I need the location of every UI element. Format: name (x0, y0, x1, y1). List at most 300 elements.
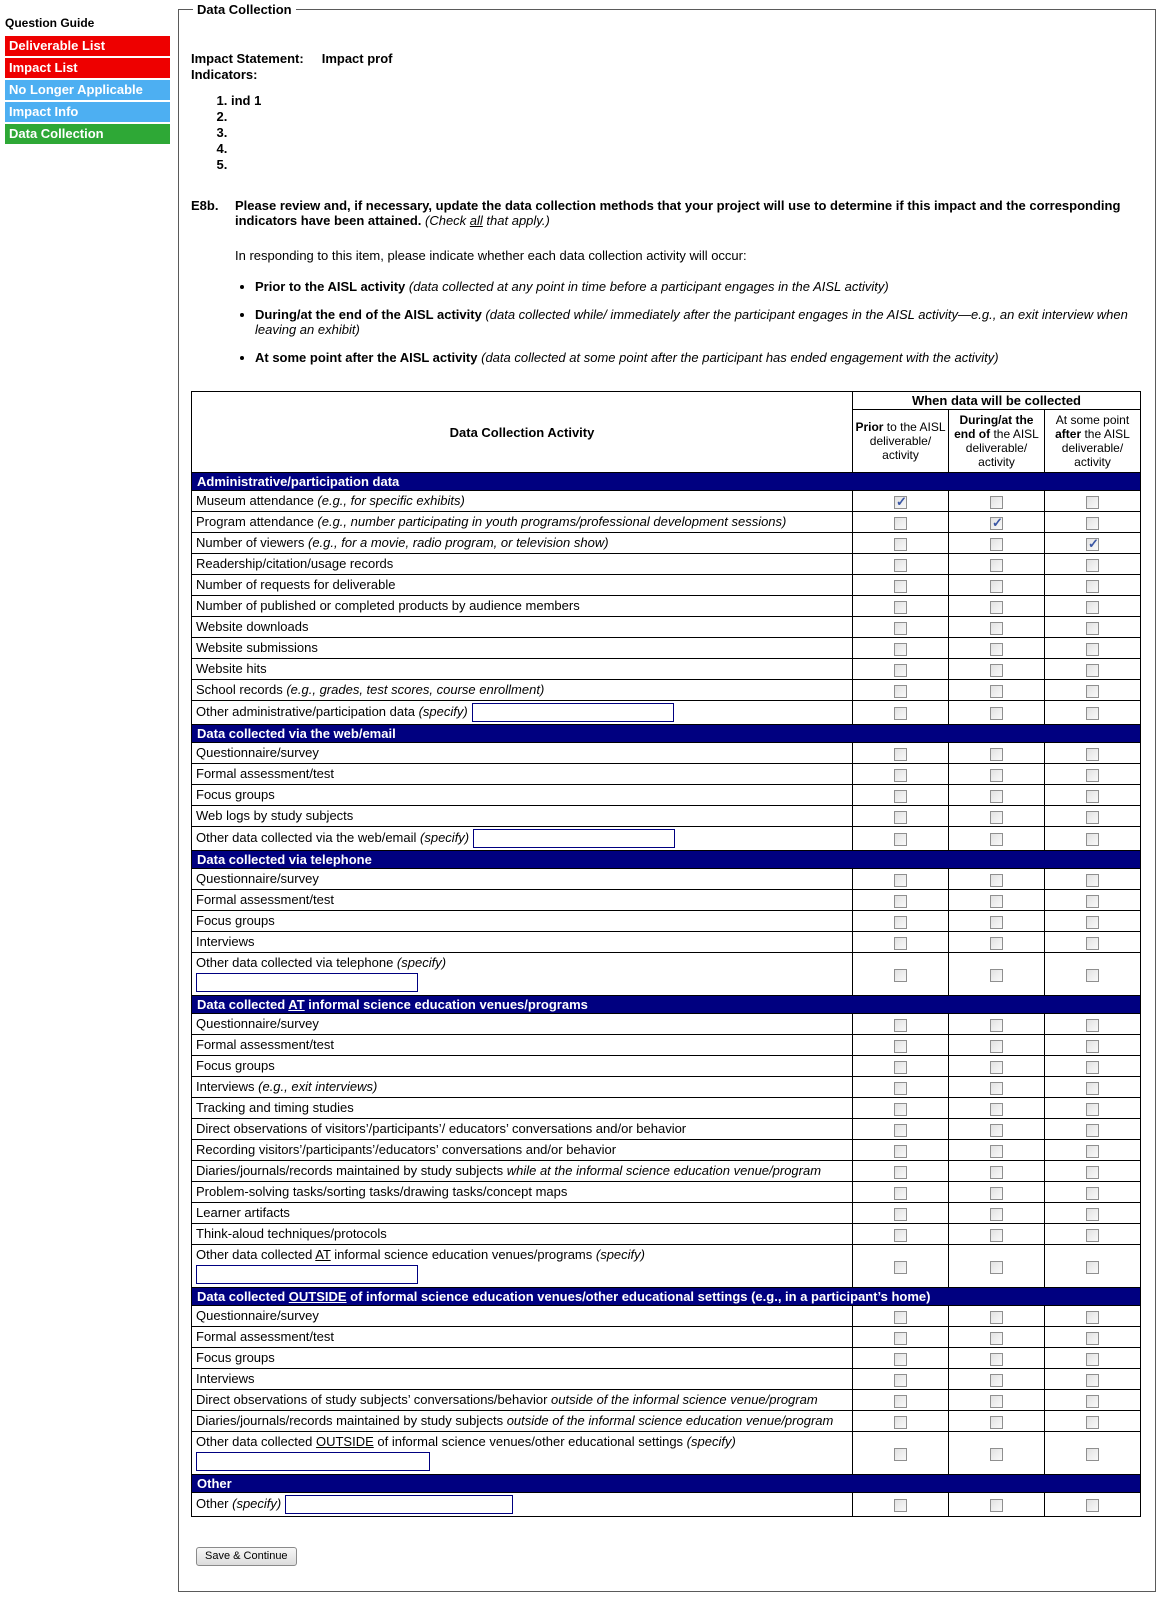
text-segment: Website submissions (196, 640, 318, 655)
text-segment: Formal assessment/test (196, 1037, 334, 1052)
checkbox-after[interactable] (1086, 916, 1099, 929)
checkbox-prior[interactable] (894, 1332, 907, 1345)
checkbox-after[interactable] (1086, 969, 1099, 982)
checkbox-during[interactable] (990, 1082, 1003, 1095)
checkbox-cell-during (948, 533, 1044, 554)
checkbox-after[interactable] (1086, 1082, 1099, 1095)
table-row (192, 911, 1141, 932)
text-segment: Questionnaire/survey (196, 871, 319, 886)
checkbox-cell-after (1044, 1140, 1140, 1161)
table-row (192, 701, 1141, 725)
text-segment: the AISL deliverable/ activity (965, 427, 1039, 469)
checkbox-cell-after (1044, 827, 1140, 851)
checkbox-prior[interactable] (894, 622, 907, 635)
checkbox-after[interactable] (1086, 580, 1099, 593)
checkbox-cell-during (948, 491, 1044, 512)
sidebar-item-data-collection[interactable]: Data Collection (5, 124, 170, 144)
text-segment: OUTSIDE (288, 1289, 347, 1304)
activity-label-cell (192, 1161, 853, 1182)
checkbox-after[interactable] (1086, 1261, 1099, 1274)
checkbox-prior[interactable] (894, 916, 907, 929)
activity-label-cell (192, 1411, 853, 1432)
checkbox-cell-after (1044, 932, 1140, 953)
checkbox-cell-after (1044, 512, 1140, 533)
sidebar-item-deliverable-list[interactable]: Deliverable List (5, 36, 170, 56)
checkbox-cell-during (948, 701, 1044, 725)
checkbox-during[interactable] (990, 1261, 1003, 1274)
checkbox-during[interactable] (990, 1311, 1003, 1324)
checkbox-during[interactable] (990, 811, 1003, 824)
checkbox-after[interactable] (1086, 1448, 1099, 1461)
checkbox-after[interactable] (1086, 1040, 1099, 1053)
checkbox-prior[interactable] (894, 1187, 907, 1200)
checkbox-after[interactable] (1086, 1416, 1099, 1429)
table-row (192, 554, 1141, 575)
checkbox-cell-prior (852, 638, 948, 659)
activity-label-cell (192, 512, 853, 533)
text-segment: Learner artifacts (196, 1205, 290, 1220)
checkbox-during[interactable] (990, 643, 1003, 656)
checkbox-cell-prior (852, 1411, 948, 1432)
text-segment: Questionnaire/survey (196, 1308, 319, 1323)
text-segment: (specify) (686, 1434, 736, 1449)
checkbox-cell-during (948, 827, 1044, 851)
checkbox-prior[interactable] (894, 643, 907, 656)
checkbox-cell-after (1044, 596, 1140, 617)
checkbox-cell-during (948, 1182, 1044, 1203)
checkbox-cell-prior (852, 512, 948, 533)
table-row (192, 596, 1141, 617)
checkbox-prior[interactable] (894, 1311, 907, 1324)
checkbox-prior[interactable] (894, 1145, 907, 1158)
text-segment: Readership/citation/usage records (196, 556, 394, 571)
checkbox-after[interactable] (1086, 1374, 1099, 1387)
checkbox-prior[interactable] (894, 517, 907, 530)
table-row (192, 1203, 1141, 1224)
checkbox-during[interactable] (990, 895, 1003, 908)
table-row (192, 1369, 1141, 1390)
checkbox-during[interactable] (990, 1229, 1003, 1242)
checkbox-during[interactable] (990, 601, 1003, 614)
checkbox-during[interactable] (990, 1124, 1003, 1137)
checkbox-during[interactable] (990, 664, 1003, 677)
column-header-prior (852, 410, 948, 473)
specify-input[interactable] (196, 973, 418, 992)
text-segment: the AISL deliverable/ activity (1061, 427, 1130, 469)
checkbox-after[interactable] (1086, 664, 1099, 677)
checkbox-prior[interactable] (894, 1082, 907, 1095)
question-note-underlined: all (469, 213, 483, 228)
text-segment: informal science education venues/programs (330, 1247, 596, 1262)
text-segment: (e.g., number participating in youth programs/professional development sessions) (317, 514, 787, 529)
checkbox-cell-prior (852, 1035, 948, 1056)
specify-input[interactable] (473, 829, 675, 848)
checkbox-after[interactable] (1086, 1187, 1099, 1200)
checkbox-after[interactable] (1086, 559, 1099, 572)
section-header-row (192, 1475, 1141, 1493)
checkbox-cell-prior (852, 1245, 948, 1288)
checkbox-prior[interactable] (894, 937, 907, 950)
text-segment: Other (196, 1495, 233, 1511)
text-segment: Other data collected via the web/email (196, 829, 421, 845)
data-collection-panel (178, 2, 1156, 1592)
text-segment: Other data collected (196, 1434, 316, 1449)
text-segment: AT (288, 997, 305, 1012)
text-segment: to the AISL deliverable/ activity (869, 420, 946, 462)
text-segment: Interviews (196, 1371, 255, 1386)
checkbox-cell-after (1044, 1327, 1140, 1348)
text-segment: Diaries/journals/records maintained by study subjects (196, 1413, 507, 1428)
checkbox-during[interactable] (990, 496, 1003, 509)
checkbox-after[interactable] (1086, 1103, 1099, 1116)
text-segment: Think-aloud techniques/protocols (196, 1226, 387, 1241)
checkbox-cell-after (1044, 1224, 1140, 1245)
checkbox-during[interactable] (990, 707, 1003, 720)
checkbox-cell-prior (852, 701, 948, 725)
table-row (192, 1306, 1141, 1327)
activity-label-cell (192, 1140, 853, 1161)
checkbox-prior[interactable] (894, 1448, 907, 1461)
checkbox-after[interactable] (1086, 748, 1099, 761)
question-note (421, 213, 549, 228)
checkbox-cell-during (948, 1056, 1044, 1077)
checkbox-prior[interactable] (894, 664, 907, 677)
checkbox-prior[interactable] (894, 707, 907, 720)
checkbox-cell-prior (852, 1327, 948, 1348)
text-segment: Formal assessment/test (196, 766, 334, 781)
checkbox-after[interactable] (1086, 622, 1099, 635)
text-segment: while at the informal science education venue/program (506, 1163, 822, 1178)
checkbox-prior[interactable] (894, 790, 907, 803)
section-header-row (192, 996, 1141, 1014)
checkbox-during[interactable] (990, 937, 1003, 950)
question-note-prefix: (Check (421, 213, 470, 228)
checkbox-cell-during (948, 953, 1044, 996)
checkbox-cell-prior (852, 1369, 948, 1390)
checkbox-during[interactable] (990, 874, 1003, 887)
checkbox-prior[interactable] (894, 874, 907, 887)
text-segment: During/at the end of (954, 413, 1034, 441)
checkbox-prior[interactable] (894, 1166, 907, 1179)
checkbox-prior[interactable] (894, 538, 907, 551)
checkbox-after[interactable] (1086, 1311, 1099, 1324)
table-row (192, 680, 1141, 701)
indicator-item (231, 125, 1143, 140)
timing-bullet-list (239, 279, 1143, 365)
activity-label-cell (192, 1390, 853, 1411)
checkbox-prior[interactable] (894, 833, 907, 846)
checkbox-during[interactable] (990, 769, 1003, 782)
checkbox-prior[interactable] (894, 1019, 907, 1032)
table-row (192, 1348, 1141, 1369)
checkbox-cell-prior (852, 617, 948, 638)
checkbox-after[interactable] (1086, 1208, 1099, 1221)
activity-label-cell (192, 638, 853, 659)
checkbox-prior[interactable] (894, 1061, 907, 1074)
checkbox-cell-prior (852, 953, 948, 996)
checkbox-after[interactable] (1086, 1061, 1099, 1074)
checkbox-during[interactable] (990, 833, 1003, 846)
checkbox-cell-prior (852, 575, 948, 596)
specify-input[interactable] (285, 1495, 513, 1514)
text-segment: Problem-solving tasks/sorting tasks/drawing tasks/concept maps (196, 1184, 568, 1199)
checkbox-cell-after (1044, 1493, 1140, 1517)
text-segment: Formal assessment/test (196, 892, 334, 907)
table-row (192, 1432, 1141, 1475)
checkbox-during[interactable] (990, 1019, 1003, 1032)
text-segment: Direct observations of study subjects’ conversations/behavior (196, 1392, 552, 1407)
checkbox-prior[interactable] (894, 895, 907, 908)
checkbox-cell-after (1044, 953, 1140, 996)
checkbox-during[interactable] (990, 1395, 1003, 1408)
checkbox-after[interactable] (1086, 833, 1099, 846)
activity-label-cell (192, 575, 853, 596)
checkbox-during[interactable] (990, 559, 1003, 572)
activity-label-cell (192, 1224, 853, 1245)
checkbox-prior[interactable] (894, 1124, 907, 1137)
checkbox-cell-during (948, 1035, 1044, 1056)
checkbox-cell-during (948, 932, 1044, 953)
checkbox-cell-during (948, 617, 1044, 638)
text-segment: outside of the informal science venue/program (551, 1392, 818, 1407)
checkbox-during[interactable] (990, 1374, 1003, 1387)
bullet-bold-text: At some point after the AISL activity (255, 350, 482, 365)
checkbox-during[interactable] (990, 1416, 1003, 1429)
checkbox-after[interactable] (1086, 769, 1099, 782)
checkbox-prior[interactable] (894, 1499, 907, 1512)
checkbox-prior[interactable] (894, 1374, 907, 1387)
checkbox-prior[interactable] (894, 685, 907, 698)
sidebar-item-no-longer-applicable[interactable]: No Longer Applicable (5, 80, 170, 100)
checkbox-prior[interactable] (894, 811, 907, 824)
checkbox-cell-after (1044, 638, 1140, 659)
activity-label-cell (192, 1035, 853, 1056)
checkbox-prior[interactable] (894, 1208, 907, 1221)
checkbox-after[interactable] (1086, 1145, 1099, 1158)
checkbox-cell-after (1044, 869, 1140, 890)
checkbox-prior[interactable] (894, 580, 907, 593)
table-row (192, 764, 1141, 785)
checkbox-prior[interactable] (894, 1261, 907, 1274)
checkbox-prior[interactable] (894, 559, 907, 572)
checkbox-cell-prior (852, 659, 948, 680)
checkbox-prior[interactable] (894, 1395, 907, 1408)
checkbox-during[interactable] (990, 1499, 1003, 1512)
checkbox-cell-during (948, 743, 1044, 764)
text-segment: Focus groups (196, 1350, 275, 1365)
checkbox-after[interactable] (1086, 811, 1099, 824)
checkbox-during[interactable] (990, 1166, 1003, 1179)
checkbox-after[interactable] (1086, 1229, 1099, 1242)
table-row (192, 1390, 1141, 1411)
checkbox-after[interactable] (1086, 874, 1099, 887)
section-header-row (192, 1288, 1141, 1306)
checkbox-during[interactable] (990, 969, 1003, 982)
checkbox-prior[interactable] (894, 1353, 907, 1366)
checkbox-cell-prior (852, 1119, 948, 1140)
timing-bullet-2 (255, 350, 1143, 365)
indicator-item: 1. ind 1 (231, 93, 1143, 108)
section-header (192, 725, 1141, 743)
checkbox-during[interactable] (990, 538, 1003, 551)
checkbox-cell-prior (852, 932, 948, 953)
question-guide-sidebar (5, 16, 170, 146)
indicator-item (231, 141, 1143, 156)
checkbox-cell-prior (852, 1493, 948, 1517)
table-row (192, 1411, 1141, 1432)
checkbox-cell-during (948, 1203, 1044, 1224)
checkbox-after[interactable] (1086, 1332, 1099, 1345)
checkbox-cell-after (1044, 1245, 1140, 1288)
table-row (192, 1077, 1141, 1098)
impact-statement-value: Impact prof (321, 51, 393, 66)
checkbox-after[interactable] (1086, 1395, 1099, 1408)
specify-input[interactable] (472, 703, 674, 722)
checkbox-cell-after (1044, 680, 1140, 701)
checkbox-after[interactable] (1086, 895, 1099, 908)
save-continue-button[interactable]: Save & Continue (196, 1547, 297, 1566)
question-text (235, 198, 1143, 228)
checkbox-cell-after (1044, 1098, 1140, 1119)
table-row (192, 1493, 1141, 1517)
checkbox-cell-prior (852, 806, 948, 827)
checkbox-after[interactable] (1086, 790, 1099, 803)
checkbox-prior[interactable] (894, 1229, 907, 1242)
checkbox-after[interactable] (1086, 538, 1099, 551)
checkbox-cell-after (1044, 1077, 1140, 1098)
table-row (192, 533, 1141, 554)
checkbox-after[interactable] (1086, 601, 1099, 614)
activity-label-cell (192, 659, 853, 680)
activity-label-cell (192, 1014, 853, 1035)
checkbox-prior[interactable] (894, 1416, 907, 1429)
checkbox-cell-prior (852, 743, 948, 764)
checkbox-during[interactable] (990, 916, 1003, 929)
section-header (192, 1475, 1141, 1493)
sidebar-item-impact-list[interactable]: Impact List (5, 58, 170, 78)
sidebar-item-impact-info[interactable]: Impact Info (5, 102, 170, 122)
checkbox-after[interactable] (1086, 707, 1099, 720)
activity-label-cell (192, 764, 853, 785)
table-row (192, 491, 1141, 512)
checkbox-cell-prior (852, 1203, 948, 1224)
table-row (192, 869, 1141, 890)
activity-label-cell (192, 680, 853, 701)
checkbox-after[interactable] (1086, 496, 1099, 509)
table-row (192, 659, 1141, 680)
column-header-during (948, 410, 1044, 473)
text-segment: Interviews (196, 934, 255, 949)
checkbox-cell-prior (852, 1432, 948, 1475)
checkbox-cell-after (1044, 1014, 1140, 1035)
checkbox-during[interactable] (990, 1208, 1003, 1221)
checkbox-after[interactable] (1086, 937, 1099, 950)
checkbox-during[interactable] (990, 1353, 1003, 1366)
checkbox-cell-during (948, 1390, 1044, 1411)
checkbox-cell-prior (852, 827, 948, 851)
text-segment: (e.g., for specific exhibits) (317, 493, 465, 508)
table-row (192, 1140, 1141, 1161)
text-segment: School records (196, 682, 287, 697)
checkbox-during[interactable] (990, 1332, 1003, 1345)
checkbox-after[interactable] (1086, 1124, 1099, 1137)
table-row (192, 1056, 1141, 1077)
checkbox-after[interactable] (1086, 1019, 1099, 1032)
checkbox-prior[interactable] (894, 969, 907, 982)
checkbox-after[interactable] (1086, 517, 1099, 530)
checkbox-prior[interactable] (894, 1040, 907, 1053)
specify-input[interactable] (196, 1452, 430, 1471)
checkbox-during[interactable] (990, 1145, 1003, 1158)
activity-label-cell (192, 1098, 853, 1119)
checkbox-during[interactable] (990, 748, 1003, 761)
checkbox-after[interactable] (1086, 1499, 1099, 1512)
text-segment: Focus groups (196, 787, 275, 802)
checkbox-cell-during (948, 1493, 1044, 1517)
table-row (192, 575, 1141, 596)
checkbox-during[interactable] (990, 517, 1003, 530)
checkbox-after[interactable] (1086, 643, 1099, 656)
checkbox-during[interactable] (990, 790, 1003, 803)
checkbox-after[interactable] (1086, 1166, 1099, 1179)
checkbox-cell-during (948, 1224, 1044, 1245)
checkbox-cell-during (948, 575, 1044, 596)
activity-label-cell (192, 1077, 853, 1098)
checkbox-prior[interactable] (894, 1103, 907, 1116)
checkbox-prior[interactable] (894, 496, 907, 509)
checkbox-after[interactable] (1086, 685, 1099, 698)
checkbox-cell-after (1044, 1369, 1140, 1390)
checkbox-during[interactable] (990, 1061, 1003, 1074)
activity-label-cell (192, 1327, 853, 1348)
timing-bullet-0 (255, 279, 1143, 294)
text-segment: (e.g., grades, test scores, course enrollment) (286, 682, 545, 697)
checkbox-during[interactable] (990, 622, 1003, 635)
checkbox-after[interactable] (1086, 1353, 1099, 1366)
checkbox-cell-during (948, 869, 1044, 890)
text-segment: Prior (855, 420, 884, 434)
checkbox-cell-prior (852, 869, 948, 890)
activity-label-cell (192, 785, 853, 806)
activity-label-cell (192, 554, 853, 575)
text-segment: outside of the informal science education venue/program (506, 1413, 834, 1428)
checkbox-during[interactable] (990, 580, 1003, 593)
section-header (192, 851, 1141, 869)
text-segment: Data collected (197, 997, 289, 1012)
checkbox-cell-during (948, 1245, 1044, 1288)
checkbox-prior[interactable] (894, 748, 907, 761)
table-row (192, 1098, 1141, 1119)
text-segment: (e.g., for a movie, radio program, or television show) (307, 535, 609, 550)
specify-input[interactable] (196, 1265, 418, 1284)
checkbox-cell-during (948, 1327, 1044, 1348)
checkbox-during[interactable] (990, 685, 1003, 698)
checkbox-prior[interactable] (894, 601, 907, 614)
checkbox-during[interactable] (990, 1448, 1003, 1461)
text-segment: (specify) (396, 955, 447, 970)
checkbox-during[interactable] (990, 1103, 1003, 1116)
table-row (192, 785, 1141, 806)
text-segment: Administrative/participation data (197, 474, 400, 489)
checkbox-during[interactable] (990, 1040, 1003, 1053)
activity-label-cell (192, 911, 853, 932)
activity-label-cell (192, 1182, 853, 1203)
text-segment: Questionnaire/survey (196, 1016, 319, 1031)
checkbox-prior[interactable] (894, 769, 907, 782)
checkbox-during[interactable] (990, 1187, 1003, 1200)
specify-input-wrap (196, 1265, 848, 1284)
checkbox-cell-after (1044, 890, 1140, 911)
